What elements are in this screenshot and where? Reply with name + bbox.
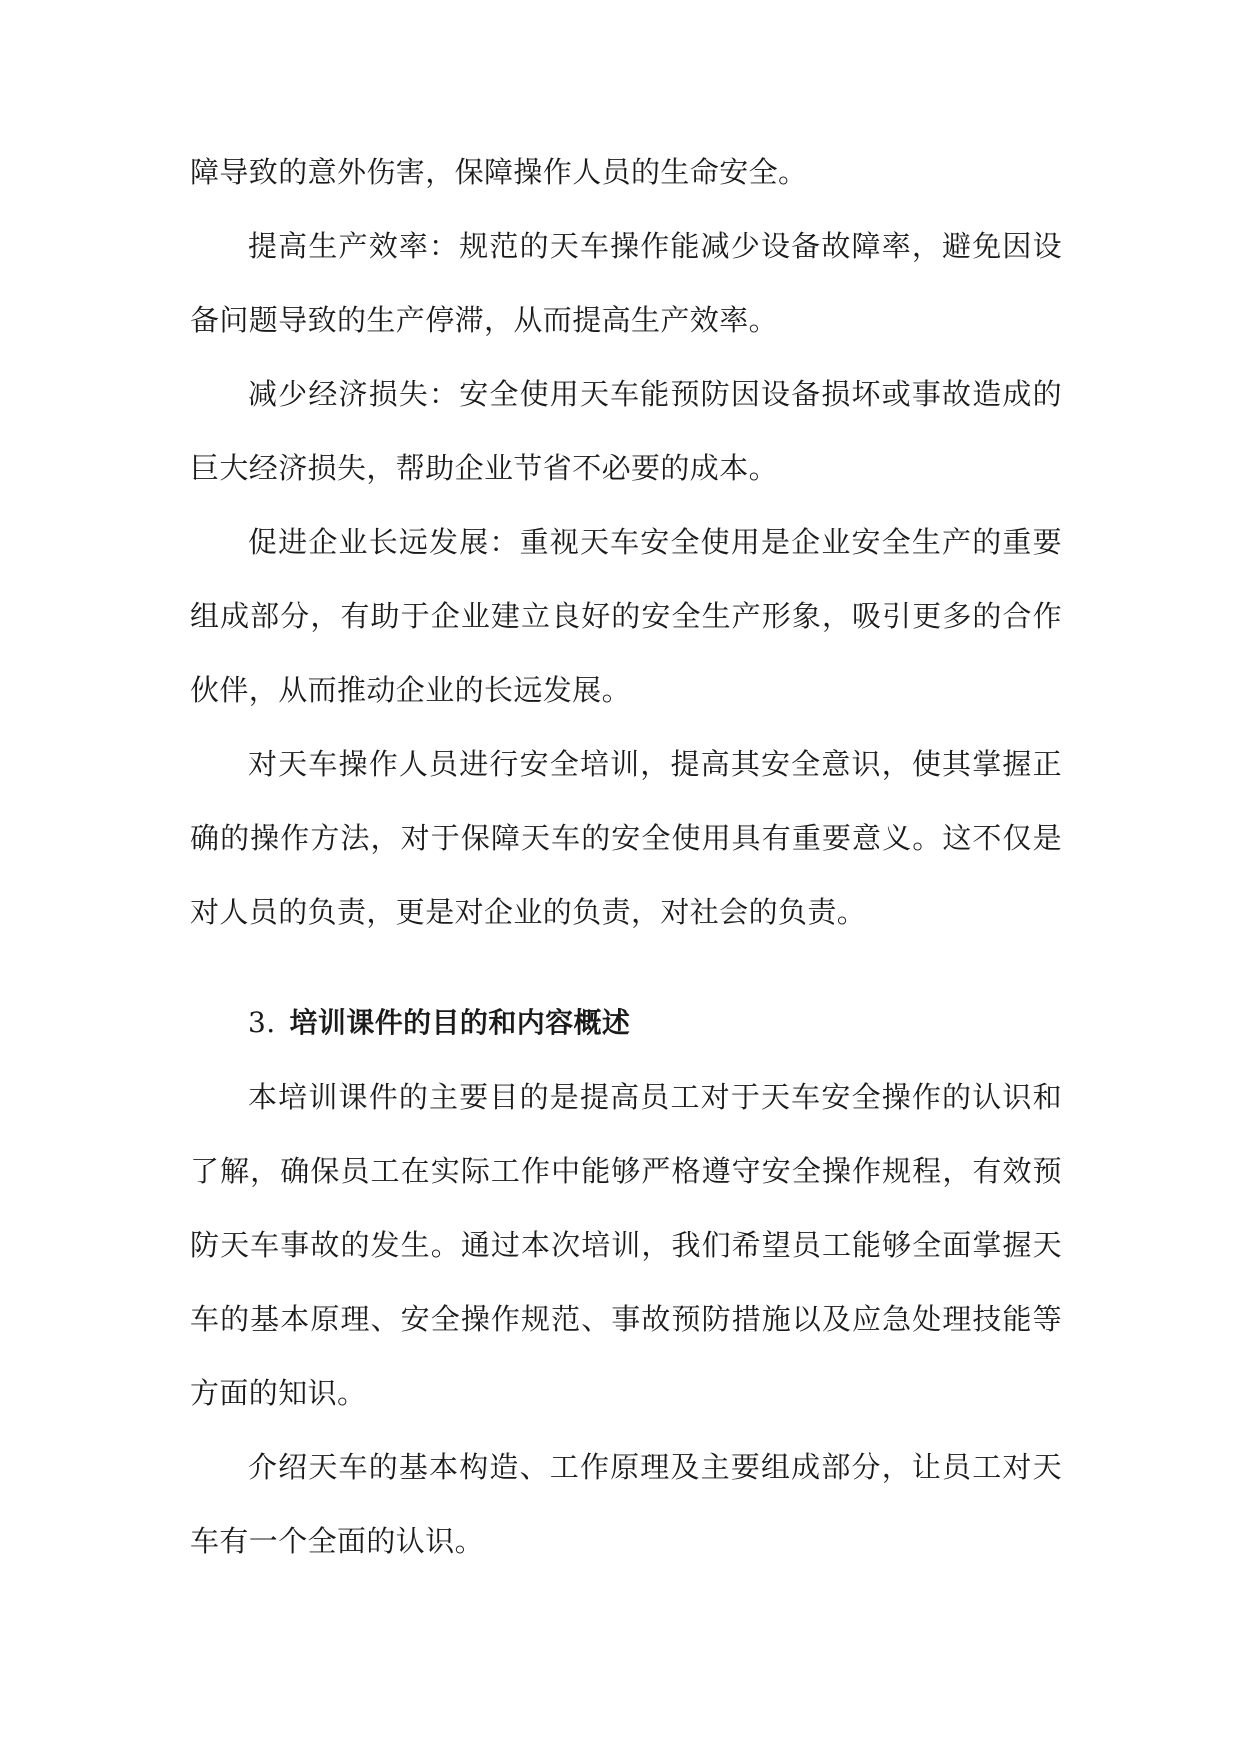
section-number: 3. xyxy=(248,1006,276,1039)
paragraph-crane-introduction: 介绍天车的基本构造、工作原理及主要组成部分，让员工对天车有一个全面的认识。 xyxy=(190,1450,1062,1558)
section-title: 培训课件的目的和内容概述 xyxy=(289,1006,631,1039)
section-heading xyxy=(190,986,1062,1060)
document-body xyxy=(190,135,1062,1578)
paragraph-economic-loss: 减少经济损失：安全使用天车能预防因设备损坏或事故造成的巨大经济损失，帮助企业节省不必要的成本。 xyxy=(190,377,1062,485)
paragraph-long-term-development: 促进企业长远发展：重视天车安全使用是企业安全生产的重要组成部分，有助于企业建立良好的安全生产形象，吸引更多的合作伙伴，从而推动企业的长远发展。 xyxy=(190,525,1062,707)
paragraph-training-purpose: 本培训课件的主要目的是提高员工对于天车安全操作的认识和了解，确保员工在实际工作中能够严格遵守安全操作规程，有效预防天车事故的发生。通过本次培训，我们希望员工能够全面掌握天车的基本原理、安全操作规范、事故预防措施以及应急处理技能等方面的知识。 xyxy=(190,1080,1062,1410)
paragraph-safety-training: 对天车操作人员进行安全培训，提高其安全意识，使其掌握正确的操作方法，对于保障天车的安全使用具有重要意义。这不仅是对人员的负责，更是对企业的负责，对社会的负责。 xyxy=(190,747,1062,929)
paragraph-continuation: 障导致的意外伤害，保障操作人员的生命安全。 xyxy=(190,155,808,189)
paragraph-production-efficiency: 提高生产效率：规范的天车操作能减少设备故障率，避免因设备问题导致的生产停滞，从而提高生产效率。 xyxy=(190,229,1062,337)
